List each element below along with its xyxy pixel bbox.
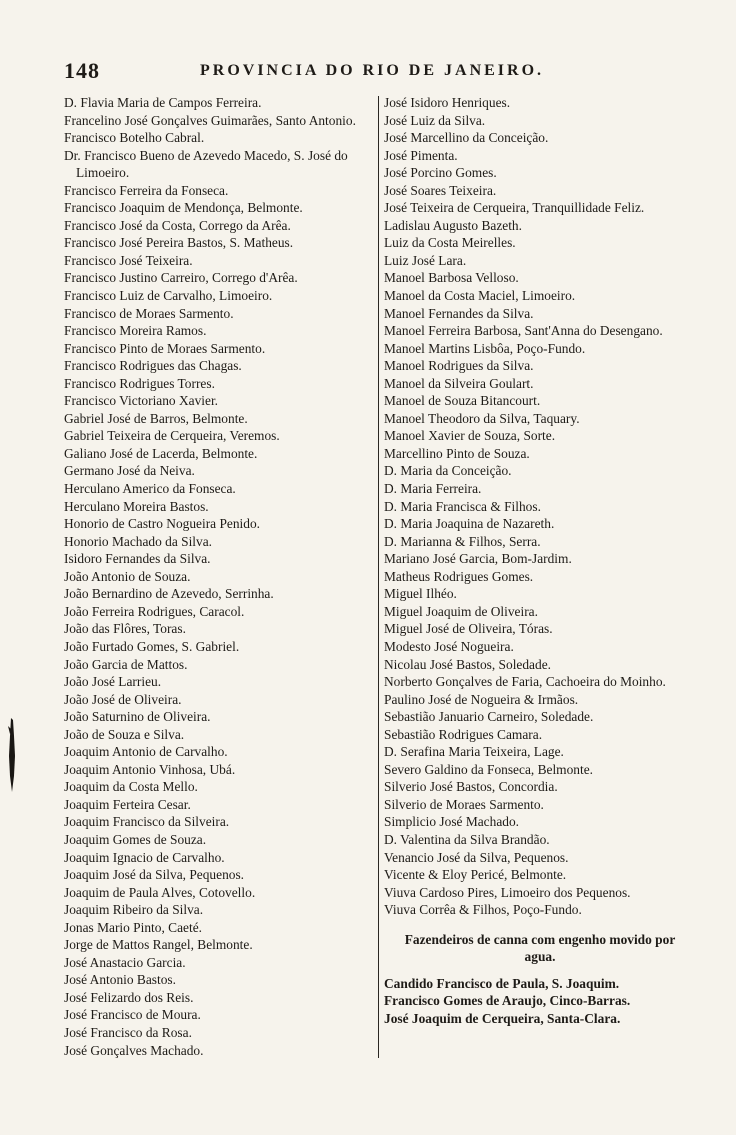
list-entry: Nicolau José Bastos, Soledade. [384,656,551,672]
list-entry: Joaquim Gomes de Souza. [64,831,207,847]
list-entry: Manoel Ferreira Barbosa, Sant'Anna do Desengano. [384,323,663,339]
list-entry: João Garcia de Mattos. [64,656,188,672]
list-entry: Dr. Francisco Bueno de Azevedo Macedo, S. José do Limoeiro. [64,147,348,181]
list-entry: Joaquim Ribeiro da Silva. [64,902,204,918]
list-entry: Matheus Rodrigues Gomes. [384,568,534,584]
section-entries [384,975,696,1028]
list-entry: João Furtado Gomes, S. Gabriel. [64,638,240,654]
list-entry: Francelino José Gonçalves Guimarães, Santo Antonio. [64,112,356,128]
list-entry: Jonas Mario Pinto, Caeté. [64,919,202,935]
list-entry: Francisco José Pereira Bastos, S. Matheus. [64,235,294,251]
page-header [60,58,692,88]
list-entry: Joaquim Francisco da Silveira. [64,814,230,830]
list-entry: Joaquim Antonio de Carvalho. [64,744,228,760]
list-entry: João Bernardino de Azevedo, Serrinha. [64,586,274,602]
list-entry: Silverio de Moraes Sarmento. [384,796,544,812]
list-entry: José Joaquim de Cerqueira, Santa-Clara. [384,1010,621,1026]
list-entry: Sebastião Januario Carneiro, Soledade. [384,709,594,725]
list-entry: Honorio de Castro Nogueira Penido. [64,516,260,532]
list-entry: Manoel da Silveira Goulart. [384,375,534,391]
left-column [64,94,374,1059]
section-heading: Fazendeiros de canna com engenho movido por agua. [404,931,676,964]
list-entry: José Isidoro Henriques. [384,95,511,110]
list-entry: Francisco Botelho Cabral. [64,130,205,146]
list-entry: Paulino José de Nogueira & Irmãos. [384,691,579,707]
list-entry: José Francisco de Moura. [64,1007,201,1023]
running-title: PROVINCIA DO RIO DE JANEIRO. [200,62,545,79]
list-entry: Joaquim de Paula Alves, Cotovello. [64,884,256,900]
list-entry: Joaquim José da Silva, Pequenos. [64,867,245,883]
list-entry: Mariano José Garcia, Bom-Jardim. [384,551,572,567]
list-entry: Herculano Moreira Bastos. [64,498,209,514]
list-entry: Joaquim da Costa Mello. [64,779,198,795]
list-entry: D. Valentina da Silva Brandão. [384,831,550,847]
list-entry: Francisco Pinto de Moraes Sarmento. [64,340,266,356]
list-entry: Francisco Moreira Ramos. [64,323,207,339]
list-entry: Miguel Ilhéo. [384,586,457,602]
list-entry: Ladislau Augusto Bazeth. [384,217,522,233]
list-entry: José Francisco da Rosa. [64,1024,192,1040]
list-entry: Norberto Gonçalves de Faria, Cachoeira do Moinho. [384,674,666,690]
list-entry: João de Souza e Silva. [64,726,185,742]
list-entry: Luiz José Lara. [384,252,467,268]
list-entry: Modesto José Nogueira. [384,638,514,654]
list-entry: José Marcellino da Conceição. [384,130,549,146]
list-entry: Manoel Barbosa Velloso. [384,270,519,286]
list-entry: Manoel Fernandes da Silva. [384,305,534,321]
list-entry: Viuva Cardoso Pires, Limoeiro dos Pequenos. [384,884,631,900]
list-entry: Manoel Rodrigues da Silva. [384,358,534,374]
list-entry: Jorge de Mattos Rangel, Belmonte. [64,937,253,953]
list-entry: Galiano José de Lacerda, Belmonte. [64,445,258,461]
list-entry: D. Marianna & Filhos, Serra. [384,533,541,549]
list-entry: Miguel José de Oliveira, Tóras. [384,621,553,637]
list-entry: Manoel da Costa Maciel, Limoeiro. [384,288,576,304]
list-entry: João das Flôres, Toras. [64,621,186,637]
list-entry: Francisco Luiz de Carvalho, Limoeiro. [64,288,273,304]
list-entry: D. Flavia Maria de Campos Ferreira. [64,95,262,110]
list-entry: Sebastião Rodrigues Camara. [384,726,543,742]
list-entry: Francisco José da Costa, Corrego da Arêa. [64,217,291,233]
list-entry: Herculano Americo da Fonseca. [64,481,236,497]
list-entry: Luiz da Costa Meirelles. [384,235,516,251]
list-entry: José Teixeira de Cerqueira, Tranquillidade Feliz. [384,200,645,216]
list-entry: D. Maria da Conceição. [384,463,512,479]
list-entry: D. Maria Francisca & Filhos. [384,498,541,514]
list-entry: José Soares Teixeira. [384,182,497,198]
list-entry: João José Larrieu. [64,674,162,690]
list-entry: Francisco Rodrigues das Chagas. [64,358,242,374]
list-entry: Venancio José da Silva, Pequenos. [384,849,569,865]
list-entry: Joaquim Antonio Vinhosa, Ubá. [64,761,236,777]
list-entry: Gabriel Teixeira de Cerqueira, Veremos. [64,428,280,444]
list-entry: Simplicio José Machado. [384,814,520,830]
list-entry: José Porcino Gomes. [384,165,497,181]
list-entry: João Saturnino de Oliveira. [64,709,211,725]
list-entry: Isidoro Fernandes da Silva. [64,551,211,567]
list-entry: Miguel Joaquim de Oliveira. [384,603,538,619]
list-entry: Viuva Corrêa & Filhos, Poço-Fundo. [384,902,582,918]
list-entry: Silverio José Bastos, Concordia. [384,779,558,795]
list-entry: D. Maria Joaquina de Nazareth. [384,516,555,532]
list-entry: José Antonio Bastos. [64,972,176,988]
column-divider [378,96,379,1058]
list-entry: Marcellino Pinto de Souza. [384,445,530,461]
list-entry: João Antonio de Souza. [64,568,191,584]
list-entry: Francisco Joaquim de Mendonça, Belmonte. [64,200,303,216]
list-entry: Francisco José Teixeira. [64,252,193,268]
list-entry: José Gonçalves Machado. [64,1042,204,1058]
list-entry: Joaquim Ignacio de Carvalho. [64,849,225,865]
list-entry: D. Maria Ferreira. [384,481,482,497]
list-entry: João Ferreira Rodrigues, Caracol. [64,603,245,619]
list-entry: Francisco Gomes de Araujo, Cinco-Barras. [384,993,631,1009]
list-entry: Gabriel José de Barros, Belmonte. [64,410,248,426]
list-entry: Francisco Ferreira da Fonseca. [64,182,229,198]
list-entry: D. Serafina Maria Teixeira, Lage. [384,744,564,760]
right-column [384,94,696,1027]
list-entry: Severo Galdino da Fonseca, Belmonte. [384,761,593,777]
right-column-entries [384,94,696,919]
list-entry: Francisco Justino Carreiro, Corrego d'Arêa. [64,270,298,286]
list-entry: Francisco de Moraes Sarmento. [64,305,234,321]
list-entry: Francisco Victoriano Xavier. [64,393,219,409]
page-number: 148 [64,58,100,83]
margin-ink-mark [6,716,18,796]
list-entry: Candido Francisco de Paula, S. Joaquim. [384,975,620,991]
list-entry: José Felizardo dos Reis. [64,989,194,1005]
list-entry: José Pimenta. [384,147,458,163]
list-entry: Manoel Xavier de Souza, Sorte. [384,428,556,444]
list-entry: Joaquim Ferteira Cesar. [64,796,191,812]
list-entry: Francisco Rodrigues Torres. [64,375,215,391]
list-entry: José Luiz da Silva. [384,112,486,128]
list-entry: Manoel Theodoro da Silva, Taquary. [384,410,580,426]
list-entry: Manoel Martins Lisbôa, Poço-Fundo. [384,340,586,356]
list-entry: João José de Oliveira. [64,691,182,707]
list-entry: José Anastacio Garcia. [64,954,186,970]
list-entry: Vicente & Eloy Pericé, Belmonte. [384,867,567,883]
list-entry: Manoel de Souza Bitancourt. [384,393,541,409]
list-entry: Germano José da Neiva. [64,463,195,479]
list-entry: Honorio Machado da Silva. [64,533,213,549]
